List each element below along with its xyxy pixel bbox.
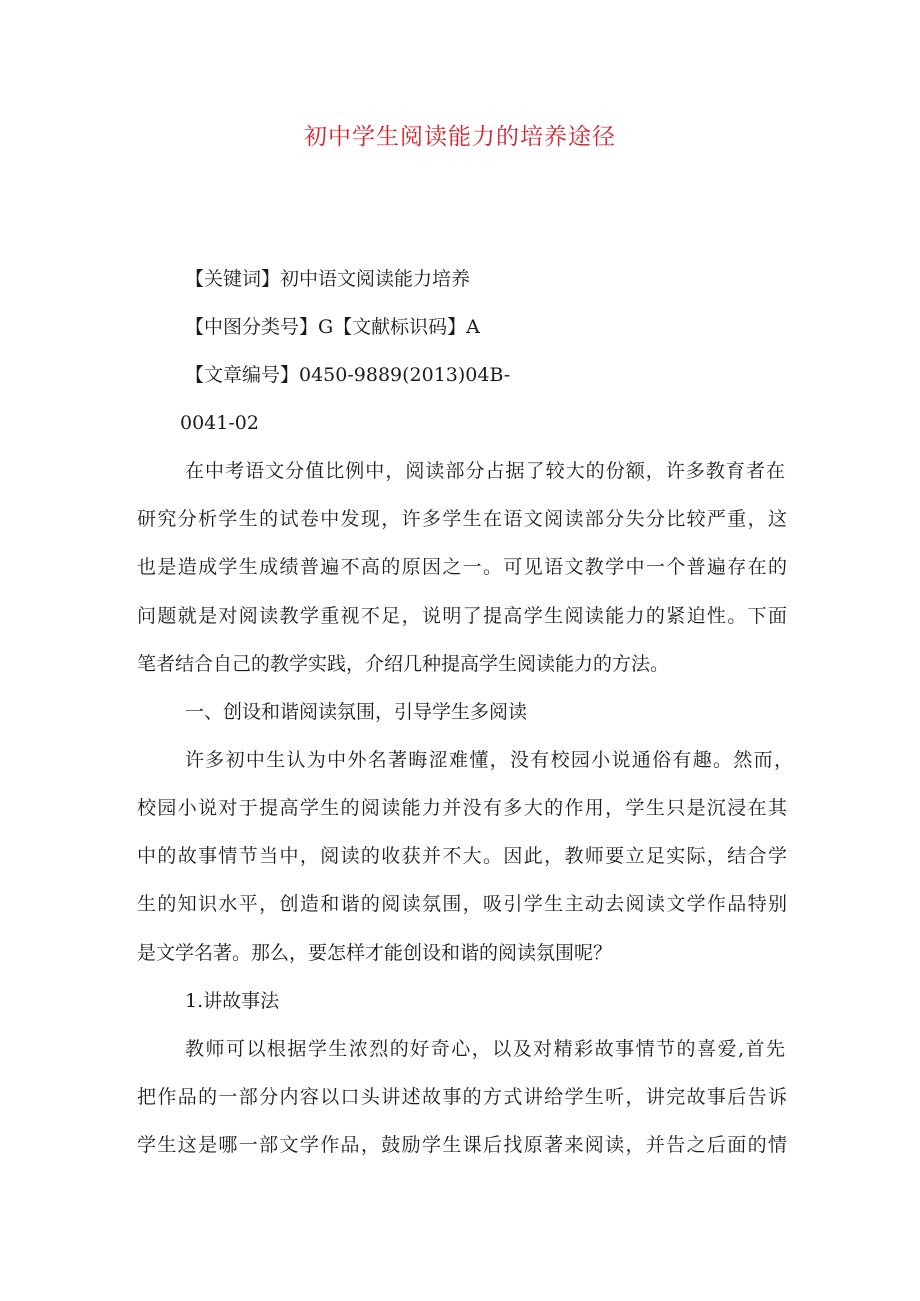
paragraph-line: 把作品的一部分内容以口头讲述故事的方式讲给学生听，讲完故事后告诉 bbox=[137, 1086, 787, 1108]
paragraph-line: 是文学名著。那么，要怎样才能创设和谐的阅读氛围呢？ bbox=[137, 942, 613, 964]
document-title: 初中学生阅读能力的培养途径 bbox=[304, 124, 616, 150]
paragraph-line: 在中考语文分值比例中，阅读部分占据了较大的份额，许多教育者在 bbox=[185, 460, 785, 482]
keywords-line: 【关键词】初中语文阅读能力培养 bbox=[185, 268, 471, 290]
classification-line: 【中图分类号】G【文献标识码】A bbox=[185, 316, 480, 338]
subsection-heading: 1.讲故事法 bbox=[185, 990, 280, 1012]
paragraph-line: 许多初中生认为中外名著晦涩难懂，没有校园小说通俗有趣。然而， bbox=[185, 749, 793, 771]
paragraph-line: 笔者结合自己的教学实践，介绍几种提高学生阅读能力的方法。 bbox=[137, 653, 670, 675]
paragraph-line: 问题就是对阅读教学重视不足，说明了提高学生阅读能力的紧迫性。下面 bbox=[137, 605, 787, 627]
paragraph-line: 教师可以根据学生浓烈的好奇心，以及对精彩故事情节的喜爱,首先 bbox=[185, 1038, 785, 1060]
paragraph-line: 学生这是哪一部文学作品，鼓励学生课后找原著来阅读，并告之后面的情 bbox=[137, 1134, 787, 1156]
paragraph-line: 生的知识水平，创造和谐的阅读氛围，吸引学生主动去阅读文学作品特别 bbox=[137, 893, 787, 915]
paragraph-line: 中的故事情节当中，阅读的收获并不大。因此，教师要立足实际，结合学 bbox=[137, 845, 787, 867]
article-number-continued: 0041-02 bbox=[180, 412, 259, 434]
article-number-line: 【文章编号】0450-9889(2013)04B- bbox=[185, 364, 511, 386]
paragraph-line: 校园小说对于提高学生的阅读能力并没有多大的作用，学生只是沉浸在其 bbox=[137, 797, 787, 819]
section-heading: 一、创设和谐阅读氛围，引导学生多阅读 bbox=[185, 701, 528, 723]
paragraph-line: 研究分析学生的试卷中发现，许多学生在语文阅读部分失分比较严重，这 bbox=[137, 508, 787, 530]
paragraph-line: 也是造成学生成绩普遍不高的原因之一。可见语文教学中一个普遍存在的 bbox=[137, 556, 787, 578]
